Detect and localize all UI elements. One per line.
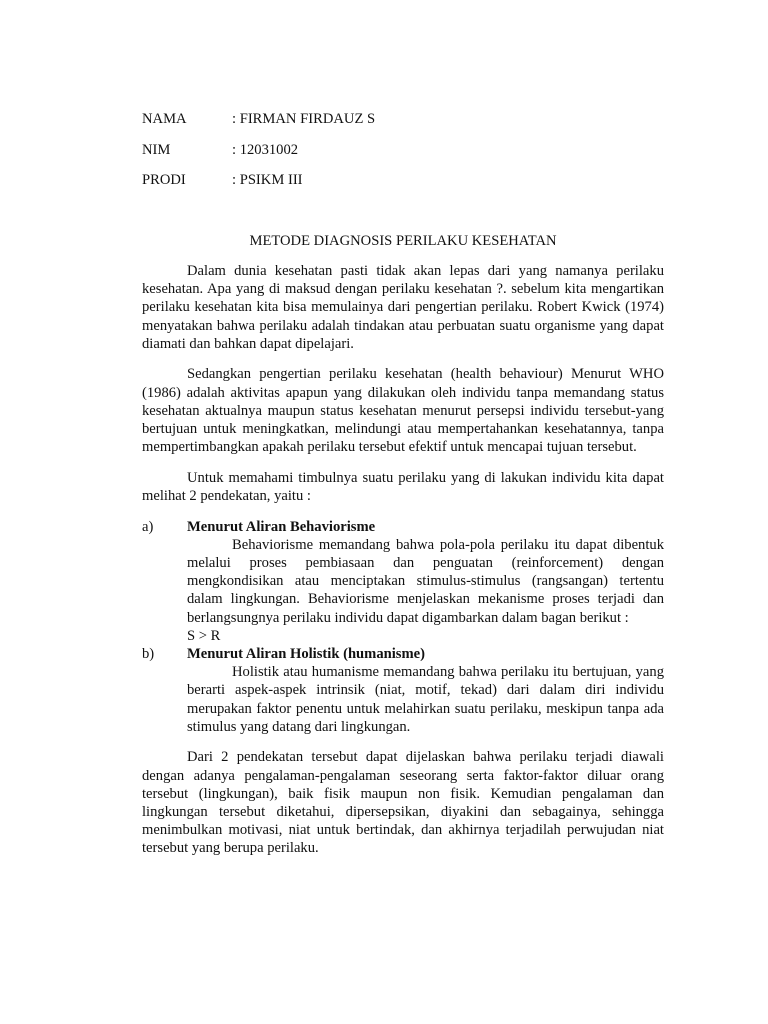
- nim-value: : 12031002: [232, 141, 299, 158]
- name-row: [142, 110, 375, 141]
- student-info: [142, 110, 375, 202]
- approach-list: [142, 518, 664, 736]
- list-text: Holistik atau humanisme memandang bahwa perilaku itu bertujuan, yang berarti aspek-aspek intrinsik (niat, motif, tekad) dari dalam diri individu merupakan faktor penentu untuk melahirkan suatu perilaku, meskipun tanpa ada stimulus yang datang dari lingkungan.: [187, 664, 664, 735]
- name-value: : FIRMAN FIRDAUZ S: [232, 111, 376, 127]
- paragraph-closing: Dari 2 pendekatan tersebut dapat dijelaskan bahwa perilaku terjadi diawali dengan adanya pengalaman-pengalaman seseorang serta faktor-faktor diluar orang tersebut (lingkungan), baik fisik maupun non fisik. Kemudian pengalaman dan lingkungan tersebut diketahui, dipersepsikan, diyakini dan sebagainya, sehingga menimbulkan motivasi, niat untuk bertindak, dan akhirnya terjadilah perwujudan niat tersebut yang berupa perilaku.: [142, 749, 664, 857]
- list-heading: Menurut Aliran Behaviorisme: [187, 518, 376, 535]
- document-body: [142, 262, 664, 870]
- name-label: NAMA: [142, 111, 187, 127]
- list-item-holistik: [142, 645, 664, 736]
- paragraph-approaches: Untuk memahami timbulnya suatu perilaku yang di lakukan individu kita dapat melihat 2 pendekatan, yaitu :: [142, 469, 664, 505]
- prodi-label: PRODI: [142, 172, 186, 188]
- prodi-row: [142, 171, 375, 202]
- list-heading: Menurut Aliran Holistik (humanisme): [187, 646, 425, 663]
- document-title: METODE DIAGNOSIS PERILAKU KESEHATAN: [249, 233, 557, 249]
- list-content: [187, 645, 664, 736]
- list-marker: b): [142, 646, 155, 663]
- prodi-value: : PSIKM III: [232, 172, 303, 188]
- nim-row: [142, 141, 375, 172]
- formula: S > R: [187, 627, 221, 644]
- list-item-behaviorisme: [142, 518, 664, 645]
- list-content: [187, 518, 664, 645]
- paragraph-intro: Dalam dunia kesehatan pasti tidak akan lepas dari yang namanya perilaku kesehatan. Apa yang di maksud dengan perilaku kesehatan ?. sebelum kita mengartikan perilaku kesehatan kita bisa memulainya dari pengertian perilaku. Robert Kwick (1974) menyatakan bahwa perilaku adalah tindakan atau perbuatan suatu organisme yang dapat diamati dan bahkan dapat dipelajari.: [142, 263, 664, 352]
- nim-label: NIM: [142, 141, 171, 158]
- paragraph-definition: Sedangkan pengertian perilaku kesehatan (health behaviour) Menurut WHO (1986) adalah aktivitas apapun yang dilakukan oleh individu tanpa memandang status kesehatan aktualnya maupun status kesehatan menurut persepsi individu tersebut-yang bertujuan untuk meningkatkan, melindungi atau mempertahankan kesehatannya, tanpa mempertimbangkan apakah perilaku tersebut efektif untuk mencapai tujuan tersebut.: [142, 366, 664, 456]
- list-text: Behaviorisme memandang bahwa pola-pola perilaku itu dapat dibentuk melalui proses pembiasaan dan penguatan (reinforcement) dengan mengkondisikan atau menciptakan stimulus-stimulus (rangsangan) tertentu dalam lingkungan. Behaviorisme menjelaskan mekanisme proses terjadi dan berlangsungnya perilaku individu dapat digambarkan dalam bagan berikut :: [187, 536, 664, 626]
- list-marker: a): [142, 518, 154, 535]
